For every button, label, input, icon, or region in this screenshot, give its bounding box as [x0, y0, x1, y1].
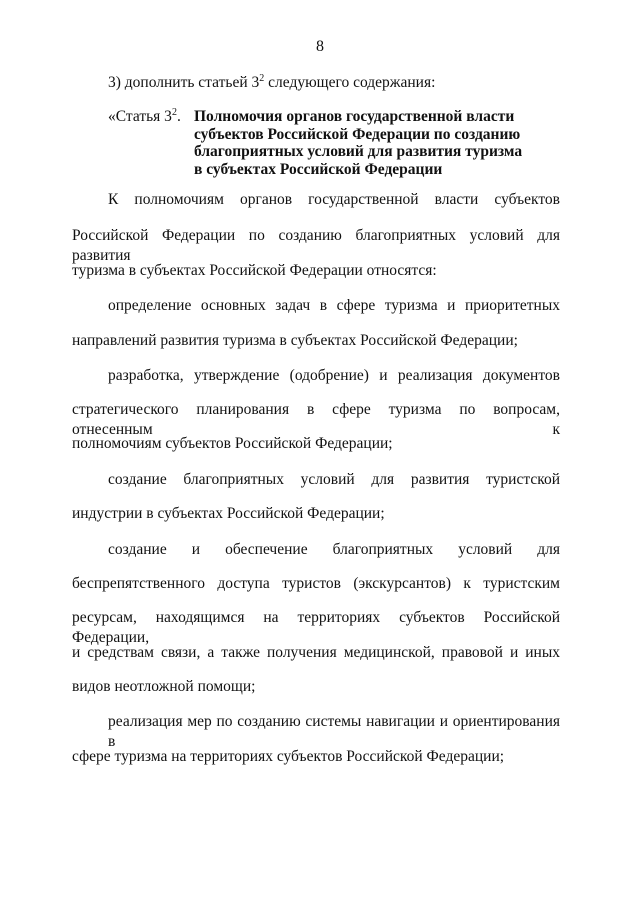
paragraph-line: создание благоприятных условий для развития туристской	[108, 471, 560, 488]
article-title-line: Полномочия органов государственной власти	[194, 108, 515, 125]
paragraph-line: туризма в субъектах Российской Федерации относятся:	[72, 262, 437, 279]
intro-line	[108, 73, 560, 93]
article-title-line: в субъектах Российской Федерации	[194, 160, 443, 178]
paragraph-line: Российской Федерации по созданию благоприятных условий для развития	[72, 227, 560, 264]
paragraph-line: ресурсам, находящимся на территориях субъектов Российской Федерации,	[72, 609, 560, 646]
paragraph-line: реализация мер по созданию системы навигации и ориентирования в	[108, 713, 560, 750]
article-label-after: .	[176, 108, 181, 125]
paragraph-line: полномочиям субъектов Российской Федерации;	[72, 435, 393, 452]
article-label-superscript: 2	[171, 107, 177, 118]
intro-superscript: 2	[259, 73, 265, 84]
paragraph-line: разработка, утверждение (одобрение) и реализация документов	[108, 367, 560, 384]
paragraph-line: сфере туризма на территориях субъектов Российской Федерации;	[72, 748, 505, 765]
paragraph-line: создание и обеспечение благоприятных условий для	[108, 541, 560, 558]
paragraph-line: индустрии в субъектах Российской Федерации;	[72, 505, 385, 522]
paragraph-line: стратегического планирования в сфере туризма по вопросам, отнесенным к	[72, 401, 560, 438]
paragraph-line: К полномочиям органов государственной власти субъектов	[108, 191, 560, 208]
article-title	[194, 108, 534, 178]
article-label-before: «Статья 3	[108, 108, 172, 125]
article-title-line: субъектов Российской Федерации по созданию	[194, 125, 521, 143]
paragraph-line: беспрепятственного доступа туристов (экскурсантов) к туристским	[72, 575, 560, 592]
paragraph-line: определение основных задач в сфере туризма и приоритетных	[108, 297, 560, 314]
intro-text-after: следующего содержания:	[264, 74, 436, 91]
page-number: 8	[316, 38, 324, 55]
article-label	[108, 108, 181, 126]
intro-text-before: 3) дополнить статьей 3	[108, 74, 260, 91]
paragraph-line: и средствам связи, а также получения медицинской, правовой и иных	[72, 644, 560, 661]
paragraph-line: видов неотложной помощи;	[72, 678, 256, 695]
paragraph-line: направлений развития туризма в субъектах Российской Федерации;	[72, 332, 518, 349]
article-title-line: благоприятных условий для развития туризма	[194, 143, 523, 160]
